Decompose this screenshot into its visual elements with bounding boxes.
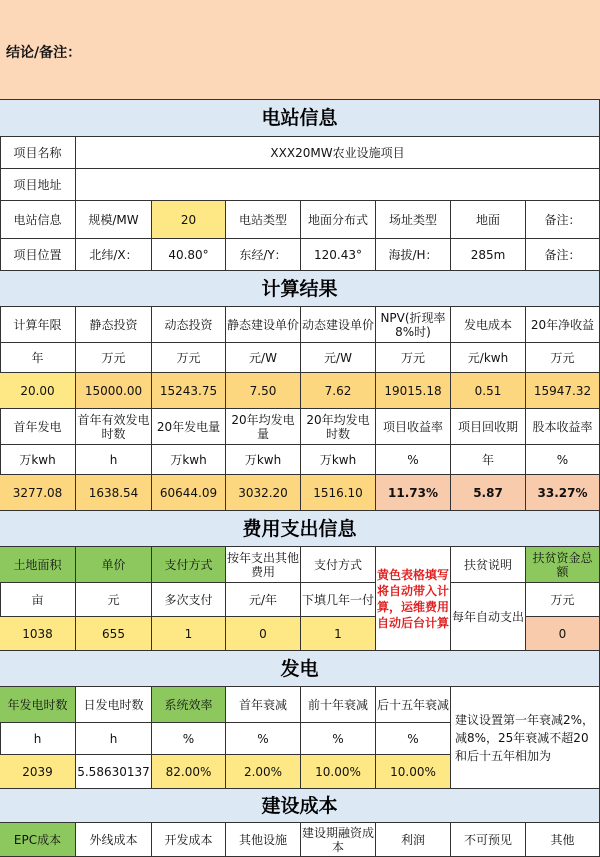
calc2-unit-6: 年 — [451, 445, 526, 475]
calc-value-3[interactable]: 7.50 — [226, 373, 301, 409]
calc-header-4: 动态建设单价 — [301, 307, 376, 343]
payment-method-value[interactable]: 1 — [152, 617, 226, 651]
calc-unit-5: 万元 — [376, 343, 451, 373]
project-position-label: 项目位置 — [0, 239, 76, 271]
calc-header-1: 静态投资 — [76, 307, 152, 343]
payment-method-header-2: 支付方式 — [301, 547, 376, 583]
calc2-header-2: 20年发电量 — [152, 409, 226, 445]
altitude-value[interactable]: 285m — [451, 239, 526, 271]
poverty-fund-value[interactable]: 0 — [526, 617, 600, 651]
poverty-text: 每年自动支出 — [451, 583, 526, 651]
unit-price-header: 单价 — [76, 547, 152, 583]
calc2-value-6[interactable]: 5.87 — [451, 475, 526, 511]
calc-header-2: 动态投资 — [152, 307, 226, 343]
latitude-label: 北纬/X： — [76, 239, 152, 271]
calc2-value-4[interactable]: 1516.10 — [301, 475, 376, 511]
calc-header-5: NPV(折现率8%时) — [376, 307, 451, 343]
decay-suggestion — [451, 687, 600, 789]
decay-suggestion-text: 建议设置第一年衰减2%，减8%，25年衰减不超20和后十五年相加为 — [455, 712, 595, 763]
calc-unit-0: 年 — [0, 343, 76, 373]
power-unit-1: h — [76, 723, 152, 755]
note-label: 备注： — [526, 201, 600, 239]
calc-header-6: 发电成本 — [451, 307, 526, 343]
payment-interval-unit: 下填几年一付 — [301, 583, 376, 617]
calc2-header-7: 股本收益率 — [526, 409, 600, 445]
power-header-0: 年发电时数 — [0, 687, 76, 723]
calc-value-2[interactable]: 15243.75 — [152, 373, 226, 409]
build-header-0: EPC成本 — [0, 823, 76, 857]
power-value-3[interactable]: 2.00% — [226, 755, 301, 789]
station-info-label: 电站信息 — [0, 201, 76, 239]
calc2-unit-7: % — [526, 445, 600, 475]
calc-header-7: 20年净收益 — [526, 307, 600, 343]
latitude-value[interactable]: 40.80° — [152, 239, 226, 271]
calc-value-1[interactable]: 15000.00 — [76, 373, 152, 409]
calc-header-0: 计算年限 — [0, 307, 76, 343]
build-header-2: 开发成本 — [152, 823, 226, 857]
power-value-5[interactable]: 10.00% — [376, 755, 451, 789]
calc-unit-2: 万元 — [152, 343, 226, 373]
power-unit-5: % — [376, 723, 451, 755]
power-value-1[interactable]: 5.58630137 — [76, 755, 152, 789]
build-header-1: 外线成本 — [76, 823, 152, 857]
power-unit-2: % — [152, 723, 226, 755]
calc2-header-6: 项目回收期 — [451, 409, 526, 445]
station-type-label: 电站类型 — [226, 201, 301, 239]
power-header-4: 前十年衰减 — [301, 687, 376, 723]
poverty-fund-header: 扶贫资金总额 — [526, 547, 600, 583]
calc-unit-1: 万元 — [76, 343, 152, 373]
power-section-header: 发电 — [0, 651, 600, 687]
power-header-5: 后十五年衰减 — [376, 687, 451, 723]
land-area-header: 土地面积 — [0, 547, 76, 583]
poverty-label: 扶贫说明 — [451, 547, 526, 583]
build-header-6: 不可预见 — [451, 823, 526, 857]
unit-price-value[interactable]: 655 — [76, 617, 152, 651]
calc-unit-6: 元/kwh — [451, 343, 526, 373]
project-address-value[interactable] — [76, 169, 600, 201]
station-type-value[interactable]: 地面分布式 — [301, 201, 376, 239]
annual-other-fee-value[interactable]: 0 — [226, 617, 301, 651]
power-value-0[interactable]: 2039 — [0, 755, 76, 789]
calc2-value-3[interactable]: 3032.20 — [226, 475, 301, 511]
unit-price-unit: 元 — [76, 583, 152, 617]
note-label-2: 备注： — [526, 239, 600, 271]
build-header-5: 利润 — [376, 823, 451, 857]
project-address-label: 项目地址 — [0, 169, 76, 201]
land-area-value[interactable]: 1038 — [0, 617, 76, 651]
calc2-unit-3: 万kwh — [226, 445, 301, 475]
project-name-value[interactable]: XXX20MW农业设施项目 — [76, 137, 600, 169]
payment-method-unit: 多次支付 — [152, 583, 226, 617]
longitude-value[interactable]: 120.43° — [301, 239, 376, 271]
calc2-unit-0: 万kwh — [0, 445, 76, 475]
calc2-value-7[interactable]: 33.27% — [526, 475, 600, 511]
calc2-unit-5: % — [376, 445, 451, 475]
poverty-fund-unit: 万元 — [526, 583, 600, 617]
calc2-value-1[interactable]: 1638.54 — [76, 475, 152, 511]
calc2-header-0: 首年发电 — [0, 409, 76, 445]
calc-unit-7: 万元 — [526, 343, 600, 373]
build-header-7: 其他 — [526, 823, 600, 857]
power-unit-4: % — [301, 723, 376, 755]
cost-section-header: 费用支出信息 — [0, 511, 600, 547]
power-unit-0: h — [0, 723, 76, 755]
power-header-3: 首年衰减 — [226, 687, 301, 723]
altitude-label: 海拔/H： — [376, 239, 451, 271]
calc-section-header: 计算结果 — [0, 271, 600, 307]
calc2-header-3: 20年均发电量 — [226, 409, 301, 445]
calc-unit-3: 元/W — [226, 343, 301, 373]
calc-value-4[interactable]: 7.62 — [301, 373, 376, 409]
payment-method-header: 支付方式 — [152, 547, 226, 583]
yellow-cell-note-text: 黄色表格填写将自动带入计算，运维费用自动后台计算 — [377, 567, 450, 630]
scale-value[interactable]: 20 — [152, 201, 226, 239]
power-header-1: 日发电时数 — [76, 687, 152, 723]
calc-value-5[interactable]: 19015.18 — [376, 373, 451, 409]
annual-other-fee-unit: 元/年 — [226, 583, 301, 617]
power-value-2[interactable]: 82.00% — [152, 755, 226, 789]
conclusion-bar — [0, 0, 600, 99]
site-type-value[interactable]: 地面 — [451, 201, 526, 239]
build-header-3: 其他设施 — [226, 823, 301, 857]
calc-header-3: 静态建设单价 — [226, 307, 301, 343]
project-name-label: 项目名称 — [0, 137, 76, 169]
scale-label: 规模/MW — [76, 201, 152, 239]
yellow-cell-note — [376, 547, 451, 651]
calc2-header-5: 项目收益率 — [376, 409, 451, 445]
calc-unit-4: 元/W — [301, 343, 376, 373]
calc2-value-2[interactable]: 60644.09 — [152, 475, 226, 511]
calc2-value-0[interactable]: 3277.08 — [0, 475, 76, 511]
power-unit-3: % — [226, 723, 301, 755]
calc-value-6[interactable]: 0.51 — [451, 373, 526, 409]
calc-value-7[interactable]: 15947.32 — [526, 373, 600, 409]
land-area-unit: 亩 — [0, 583, 76, 617]
calc2-unit-2: 万kwh — [152, 445, 226, 475]
calc2-header-4: 20年均发电时数 — [301, 409, 376, 445]
calc2-value-5[interactable]: 11.73% — [376, 475, 451, 511]
conclusion-label: 结论/备注： — [6, 45, 82, 61]
payment-interval-value[interactable]: 1 — [301, 617, 376, 651]
calc2-unit-4: 万kwh — [301, 445, 376, 475]
calc2-unit-1: h — [76, 445, 152, 475]
annual-other-fee-header: 按年支出其他费用 — [226, 547, 301, 583]
longitude-label: 东经/Y： — [226, 239, 301, 271]
build-section-header: 建设成本 — [0, 789, 600, 823]
build-header-4: 建设期融资成本 — [301, 823, 376, 857]
site-type-label: 场址类型 — [376, 201, 451, 239]
calc2-header-1: 首年有效发电时数 — [76, 409, 152, 445]
power-header-2: 系统效率 — [152, 687, 226, 723]
power-value-4[interactable]: 10.00% — [301, 755, 376, 789]
calc-value-0[interactable]: 20.00 — [0, 373, 76, 409]
station-section-header: 电站信息 — [0, 99, 600, 137]
